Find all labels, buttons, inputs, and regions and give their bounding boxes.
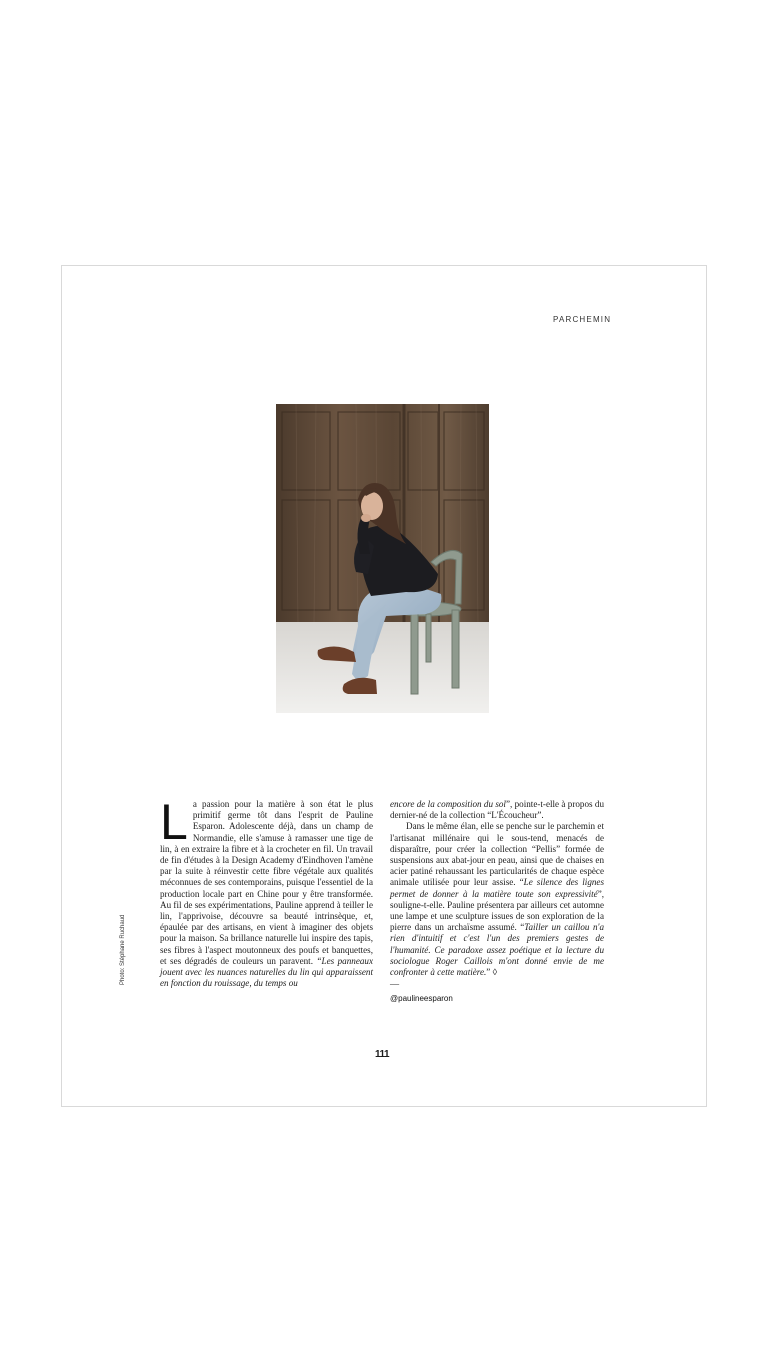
body-text: Dans le même élan, elle se penche sur le parchemin et l'artisanat millénaire qui le sous-tend, menacés de disparaître, pour créer la collection “Pellis” formée de suspensions aux abat-jour en peau, ainsi que de chaises en acier patiné rehaussant les particularités de chaque espèce animale utilisée pour leur assise. “ (390, 821, 604, 888)
photo-credit: Photo: Stéphane Ruchaud (120, 914, 126, 985)
paragraph (160, 794, 373, 989)
page-number: 111 (375, 1049, 390, 1060)
body-text: ”, pointe-t-elle à propos du dernier-né de la collection “L'Écoucheur”. (390, 799, 604, 821)
drop-cap: L (160, 794, 188, 850)
paragraph (390, 821, 604, 978)
separator-dash: — (390, 979, 400, 990)
article-column-2 (390, 799, 604, 1005)
body-text: ” ◊ (486, 967, 498, 978)
article-column-1 (160, 794, 373, 989)
instagram-handle: @paulineesparon (390, 994, 453, 1004)
quote-text: Le silence des lignes permet de donner à la matière toute son expressivité (390, 877, 604, 899)
body-text: a passion pour la matière à son état le plus primitif germe tôt dans l'esprit de Pauline Esparon. Adolescente déjà, dans un champ de Normandie, elle s'amuse à ramasser une tige de lin, à en extraire la fibre et à la crocheter en fil. Un travail de fin d'études à la Design Academy d'Eindhoven l'amène par la suite à réinvestir cette fibre végétale aux qualités méconnues de ses contemporains, puisque l'essentiel de la production locale part en Chine pour y être transformée. Au fil de ses expérimentations, Pauline apprend à teiller le lin, l'apprivoise, découvre sa beauté intrinsèque, et, épaulée par des artisans, en vient à imaginer des objets pour la maison. Sa brillance naturelle lui inspire des tapis, ses fibres à l'aspect moutonneux des poufs et banquettes, et ses dégradés de couleurs un paravent. (160, 799, 373, 966)
section-label: PARCHEMIN (553, 315, 612, 324)
quote-text: Tailler un caillou n'a rien d'intuitif et c'est l'un des premiers gestes de l'humanité. Ce paradoxe assez poétique et la lecture du sociologue Roger Caillois m'ont donné envie de me confronter à cette matière. (390, 922, 604, 978)
paragraph (390, 799, 604, 821)
quote-text: “Les panneaux jouent avec les nuances naturelles du lin qui apparaissent en fonction du rouissage, du temps ou (160, 955, 373, 989)
quote-text: encore de la composition du sol (390, 799, 506, 809)
portrait-photo (276, 404, 489, 713)
body-text: ”, souligne-t-elle. Pauline présentera par ailleurs cet automne une lampe et une sculpture issues de son exploration de la pierre dans un archaïsme assumé. “ (390, 888, 604, 933)
